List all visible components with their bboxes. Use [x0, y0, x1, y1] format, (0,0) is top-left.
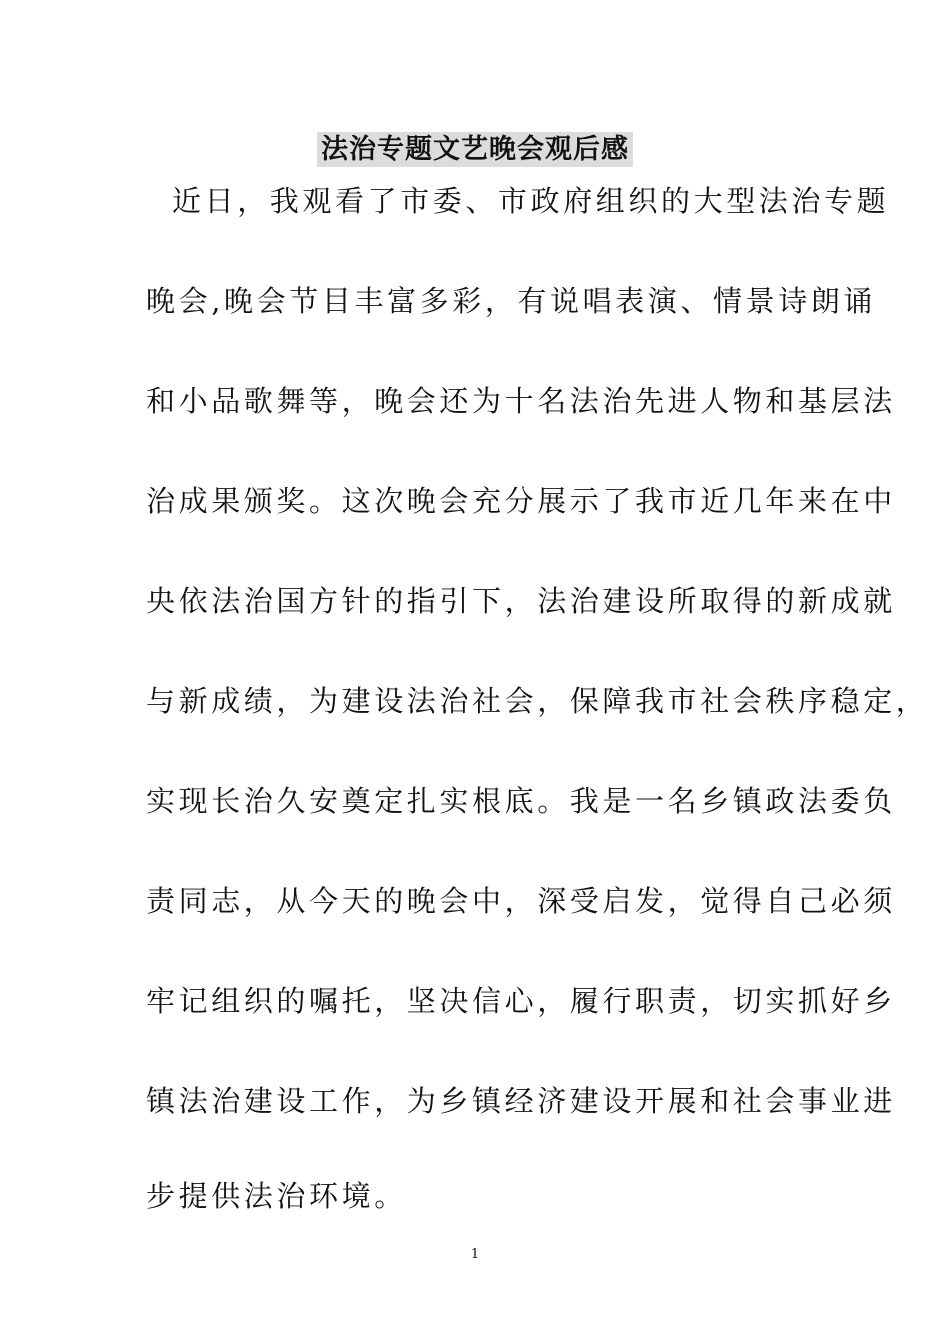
- text-line: 央依法治国方针的指引下，法治建设所取得的新成就: [146, 584, 896, 618]
- text-line: 步提供法治环境。: [146, 1179, 407, 1213]
- text-line: 牢记组织的嘱托，坚决信心，履行职责，切实抓好乡: [146, 984, 896, 1018]
- document-title: 法治专题文艺晚会观后感: [0, 128, 950, 172]
- text-line: 镇法治建设工作，为乡镇经济建设开展和社会事业进: [146, 1084, 896, 1118]
- text-line: 晚会,晚会节目丰富多彩，有说唱表演、情景诗朗诵: [146, 284, 877, 318]
- text-line: 责同志，从今天的晚会中，深受启发，觉得自己必须: [146, 884, 896, 918]
- text-line: 治成果颁奖。这次晚会充分展示了我市近几年来在中: [146, 484, 896, 518]
- text-line: 与新成绩，为建设法治社会，保障我市社会秩序稳定，: [146, 684, 929, 718]
- text-line: 和小品歌舞等，晚会还为十名法治先进人物和基层法: [146, 384, 896, 418]
- page-number: 1: [470, 1247, 480, 1262]
- text-line: 实现长治久安奠定扎实根底。我是一名乡镇政法委负: [146, 784, 896, 818]
- text-line: 近日，我观看了市委、市政府组织的大型法治专题: [172, 184, 890, 218]
